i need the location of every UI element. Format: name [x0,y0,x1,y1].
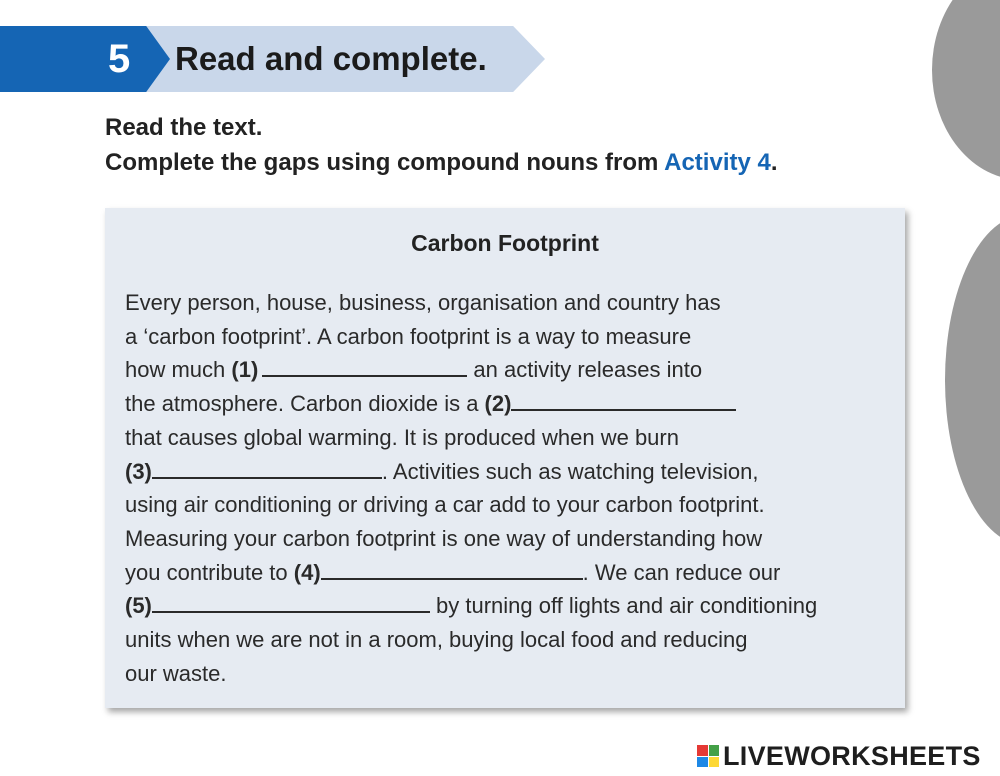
gap-1-blank[interactable] [262,355,467,377]
passage-line: Measuring your carbon footprint is one way of understanding how [125,525,763,551]
passage-line: units when we are not in a room, buying local food and reducing [125,627,748,653]
reading-text-box [105,208,905,708]
gap-4-blank[interactable] [321,558,583,580]
reading-passage [125,286,900,690]
instruction-complete [105,148,778,178]
gap-number-3: (3) [125,458,152,484]
instruction-complete-text: Complete the gaps using compound nouns from [105,149,665,176]
exercise-number: 5 [108,37,131,81]
gap-2-blank[interactable] [511,389,736,411]
activity-reference: Activity 4 [664,149,771,176]
decorative-grey-shape-top [932,0,1000,180]
logo-text: LIVEWORKSHEETS [723,740,981,771]
gap-number-4: (4) [293,559,321,585]
passage-text: by turning off lights and air conditioning [429,593,818,619]
passage-line [125,455,900,489]
passage-line: that causes global warming. It is produced when we burn [125,424,679,450]
passage-line: our waste. [125,660,227,686]
gap-3-blank[interactable] [152,457,382,479]
liveworksheets-logo-icon [697,745,719,767]
passage-text: . We can reduce our [582,559,781,585]
passage-text: an activity releases into [467,357,703,383]
passage-text: the atmosphere. Carbon dioxide is a [125,391,485,417]
text-title: Carbon Footprint [411,230,599,256]
exercise-header-banner [0,26,545,92]
passage-line [125,387,900,421]
passage-line [125,353,900,387]
exercise-title: Read and complete. [175,40,487,77]
liveworksheets-logo[interactable] [697,740,981,772]
gap-number-1: (1) [231,357,259,383]
passage-line: Every person, house, business, organisation and country has [125,290,721,315]
instruction-read: Read the text. [105,114,263,141]
passage-line: using air conditioning or driving a car add to your carbon footprint. [125,492,765,518]
gap-number-5: (5) [125,593,152,619]
gap-number-2: (2) [484,391,512,417]
passage-text: you contribute to [125,559,294,585]
passage-text: how much [125,357,232,383]
decorative-grey-shape-middle [945,215,1000,545]
passage-line [125,589,900,623]
instruction-complete-period: . [770,149,778,176]
passage-text: . Activities such as watching television, [381,458,759,484]
passage-line [125,556,900,590]
gap-5-blank[interactable] [152,591,430,613]
passage-line: a ‘carbon footprint’. A carbon footprint is a way to measure [125,323,692,349]
